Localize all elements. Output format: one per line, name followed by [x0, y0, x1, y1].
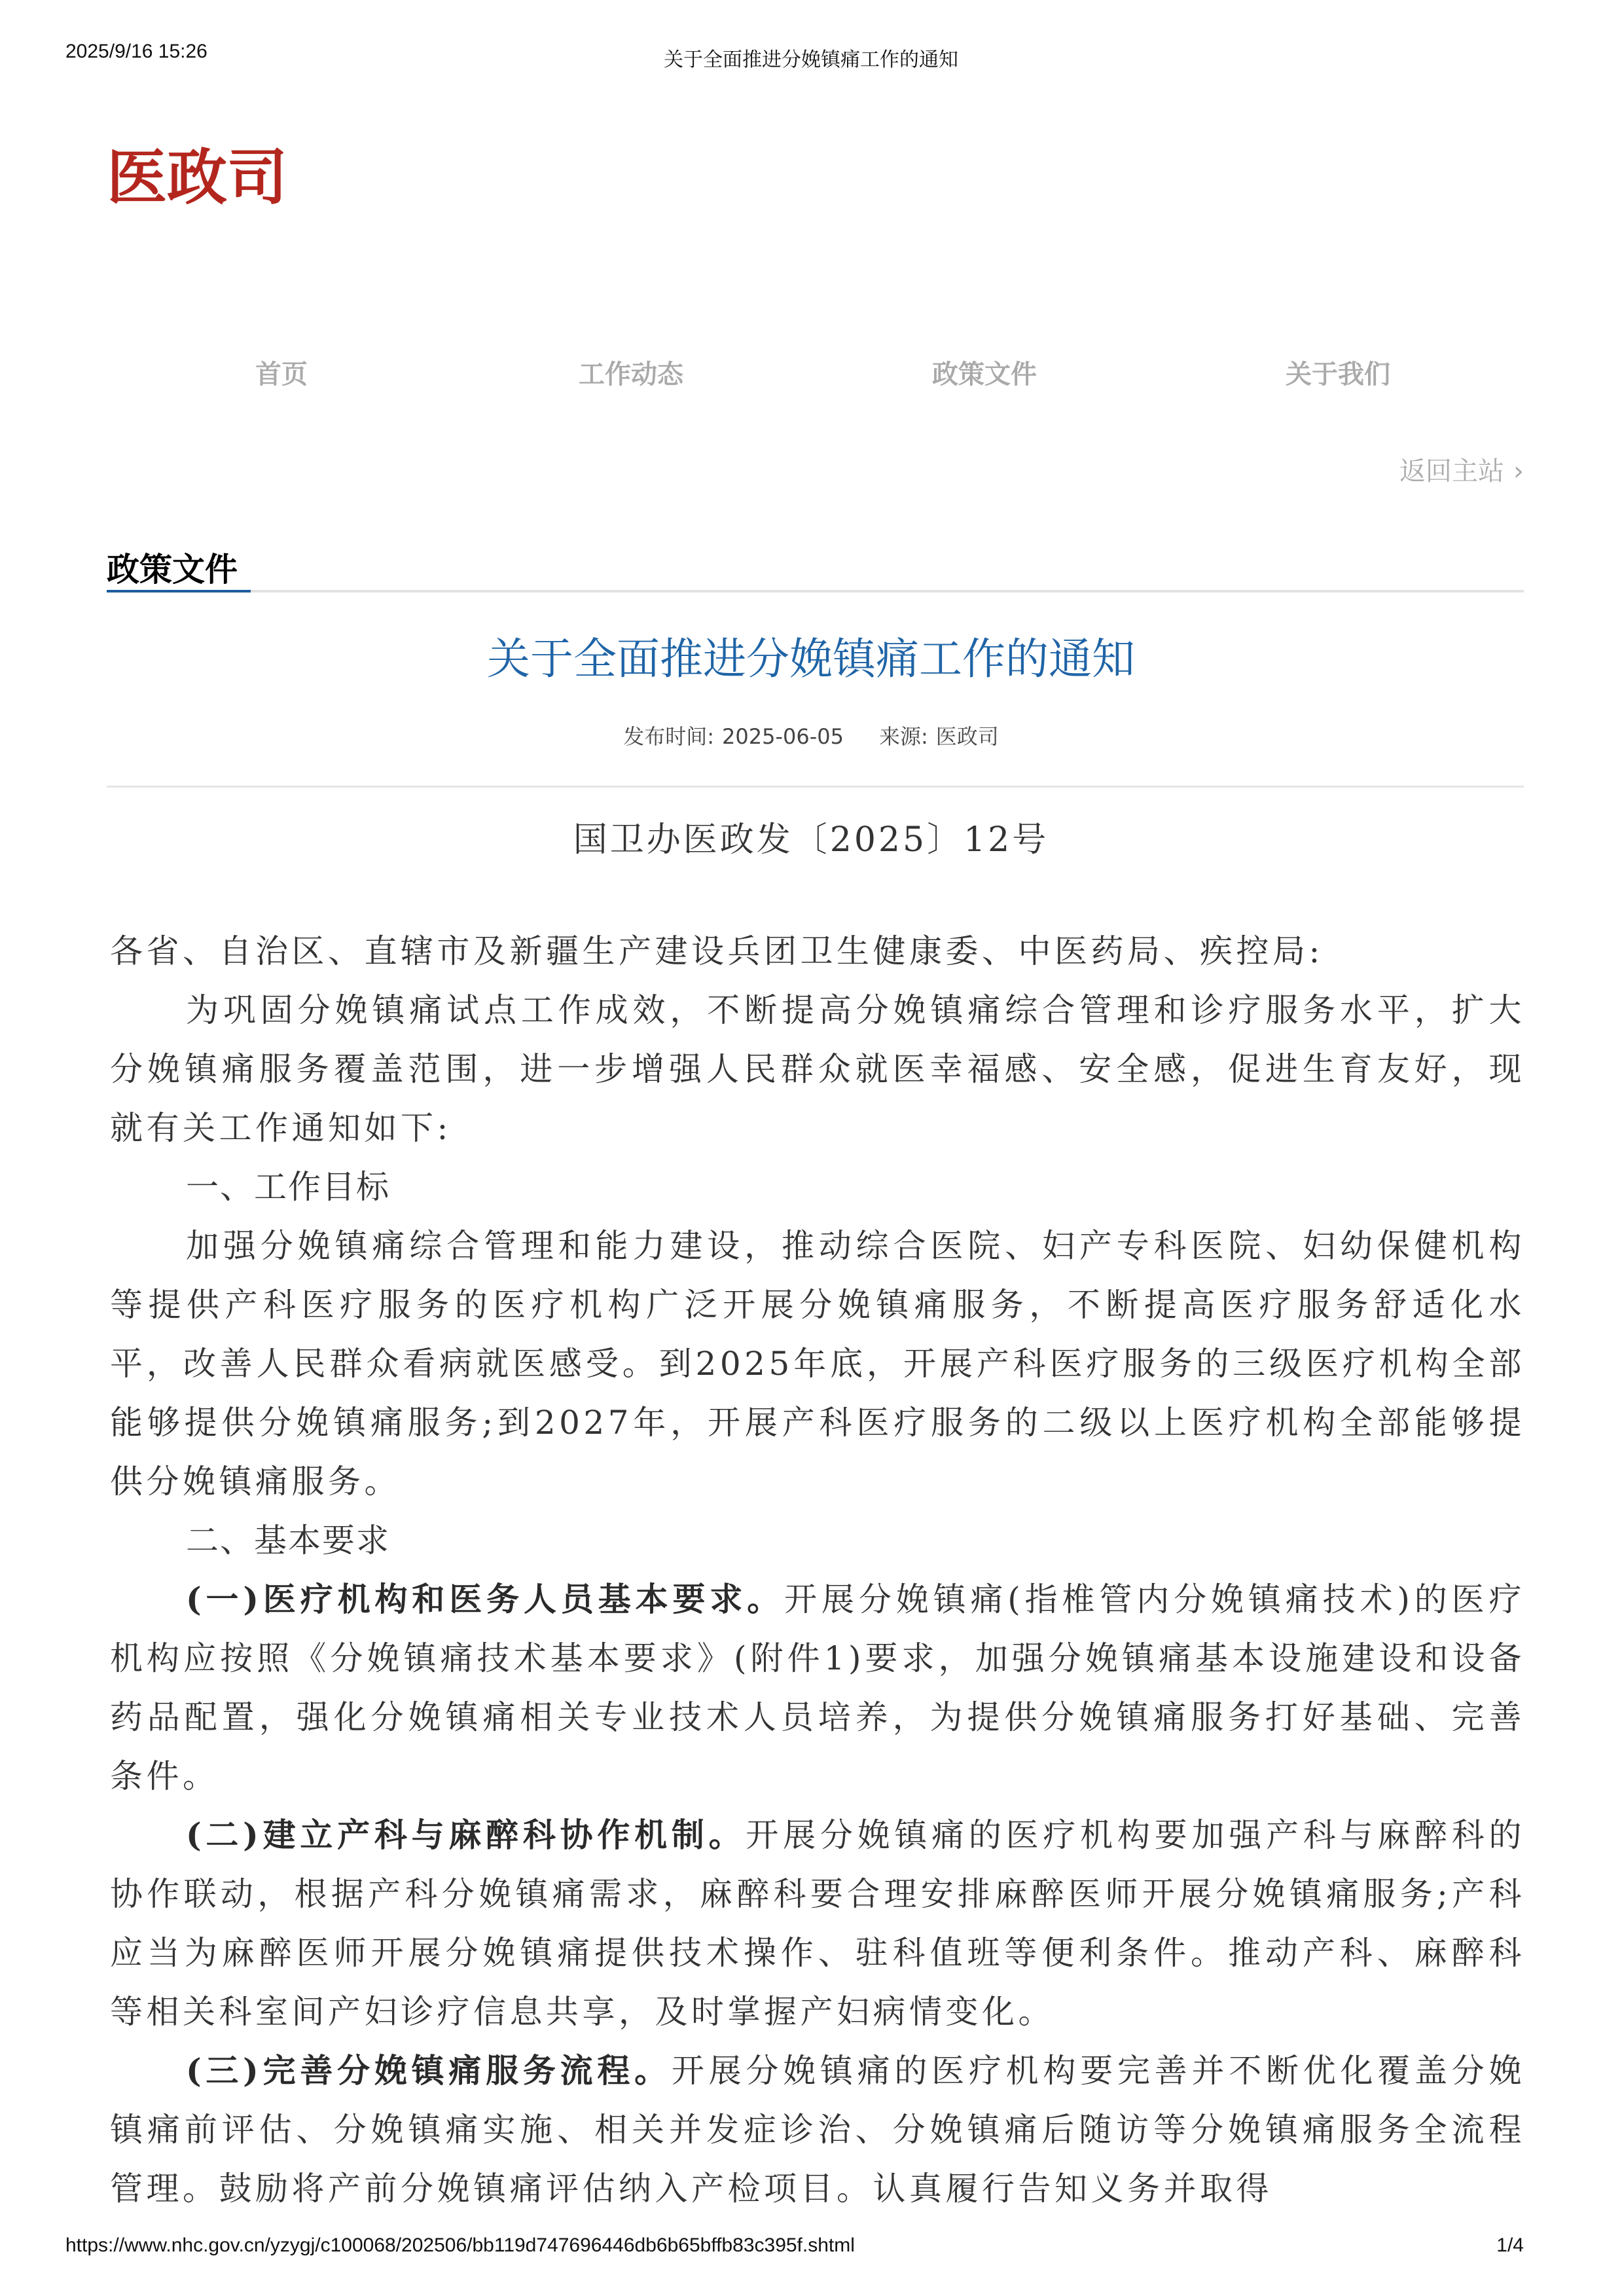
nav-item-about-us[interactable]: 关于我们 [1286, 359, 1390, 390]
publish-date: 2025-06-05 [722, 724, 844, 749]
paragraph-runin-heading: (二)建立产科与麻醉科协作机制。 [186, 1815, 746, 1854]
back-link-label: 返回主站 [1399, 456, 1504, 486]
section-accent-bar [107, 590, 251, 592]
source-value: 医政司 [935, 724, 999, 749]
print-timestamp: 2025/9/16 15:26 [65, 41, 207, 62]
paragraph [110, 2041, 1525, 2218]
back-to-main-site-link[interactable] [1399, 450, 1524, 488]
page-number: 1/4 [1496, 2234, 1524, 2256]
publish-date-label: 发布时间: [623, 724, 714, 749]
section-heading: 一、工作目标 [186, 1168, 390, 1206]
section-divider [107, 590, 1524, 592]
document-number: 国卫办医政发〔2025〕12号 [573, 820, 1049, 860]
paragraph-text: 开展分娩镇痛的医疗机构要完善并不断优化覆盖分娩镇痛前评估、分娩镇痛实施、相关并发症诊治、分娩镇痛后随访等分娩镇痛服务全流程管理。鼓励将产前分娩镇痛评估纳入产检项目。认真履行告知义务并取得 [110, 2052, 1525, 2208]
main-nav [0, 354, 1622, 393]
source-label: 来源: [878, 724, 928, 749]
print-title: 关于全面推进分娩镇痛工作的通知 [664, 48, 958, 71]
chevron-right-icon: › [1513, 456, 1524, 486]
page-url: https://www.nhc.gov.cn/yzygj/c100068/202506/bb119d747696446db6b65bffb83c395f.shtml [65, 2234, 855, 2256]
paragraph-text: 开展分娩镇痛(指椎管内分娩镇痛技术)的医疗机构应按照《分娩镇痛技术基本要求》(附件1)要求，加强分娩镇痛基本设施建设和设备药品配置，强化分娩镇痛相关专业技术人员培养，为提供分娩镇痛服务打好基础、完善条件。 [110, 1580, 1525, 1795]
paragraph-text: 开展分娩镇痛的医疗机构要加强产科与麻醉科的协作联动，根据产科分娩镇痛需求，麻醉科要合理安排麻醉医师开展分娩镇痛服务;产科应当为麻醉医师开展分娩镇痛提供技术操作、驻科值班等便利条件。推动产科、麻醉科等相关科室间产妇诊疗信息共享，及时掌握产妇病情变化。 [110, 1816, 1525, 2031]
nav-item-work-news[interactable]: 工作动态 [579, 359, 683, 390]
article-body [110, 922, 1525, 2218]
paragraph [110, 1570, 1525, 1806]
site-logo[interactable]: 医政司 [107, 143, 288, 213]
paragraph-runin-heading: (三)完善分娩镇痛服务流程。 [186, 2051, 672, 2090]
salutation: 各省、自治区、直辖市及新疆生产建设兵团卫生健康委、中医药局、疾控局: [110, 932, 1324, 970]
print-header [0, 41, 1622, 71]
paragraph-runin-heading: (一)医疗机构和医务人员基本要求。 [186, 1580, 785, 1618]
article-title: 关于全面推进分娩镇痛工作的通知 [487, 634, 1135, 684]
paragraph [110, 1216, 1525, 1511]
nav-item-policy-docs[interactable]: 政策文件 [932, 359, 1037, 390]
section-heading: 二、基本要求 [186, 1522, 390, 1559]
print-footer [0, 2234, 1622, 2261]
meta-divider [107, 786, 1524, 788]
article-meta [0, 720, 1622, 750]
section-title: 政策文件 [107, 551, 238, 589]
intro-paragraph: 为巩固分娩镇痛试点工作成效，不断提高分娩镇痛综合管理和诊疗服务水平，扩大分娩镇痛服务覆盖范围，进一步增强人民群众就医幸福感、安全感，促进生育友好，现就有关工作通知如下: [110, 991, 1525, 1147]
paragraph-text: 加强分娩镇痛综合管理和能力建设，推动综合医院、妇产专科医院、妇幼保健机构等提供产科医疗服务的医疗机构广泛开展分娩镇痛服务，不断提高医疗服务舒适化水平，改善人民群众看病就医感受。到2025年底，开展产科医疗服务的三级医疗机构全部能够提供分娩镇痛服务;到2027年，开展产科医疗服务的二级以上医疗机构全部能够提供分娩镇痛服务。 [110, 1227, 1525, 1501]
paragraph [110, 1806, 1525, 2041]
nav-item-home[interactable]: 首页 [255, 359, 308, 390]
